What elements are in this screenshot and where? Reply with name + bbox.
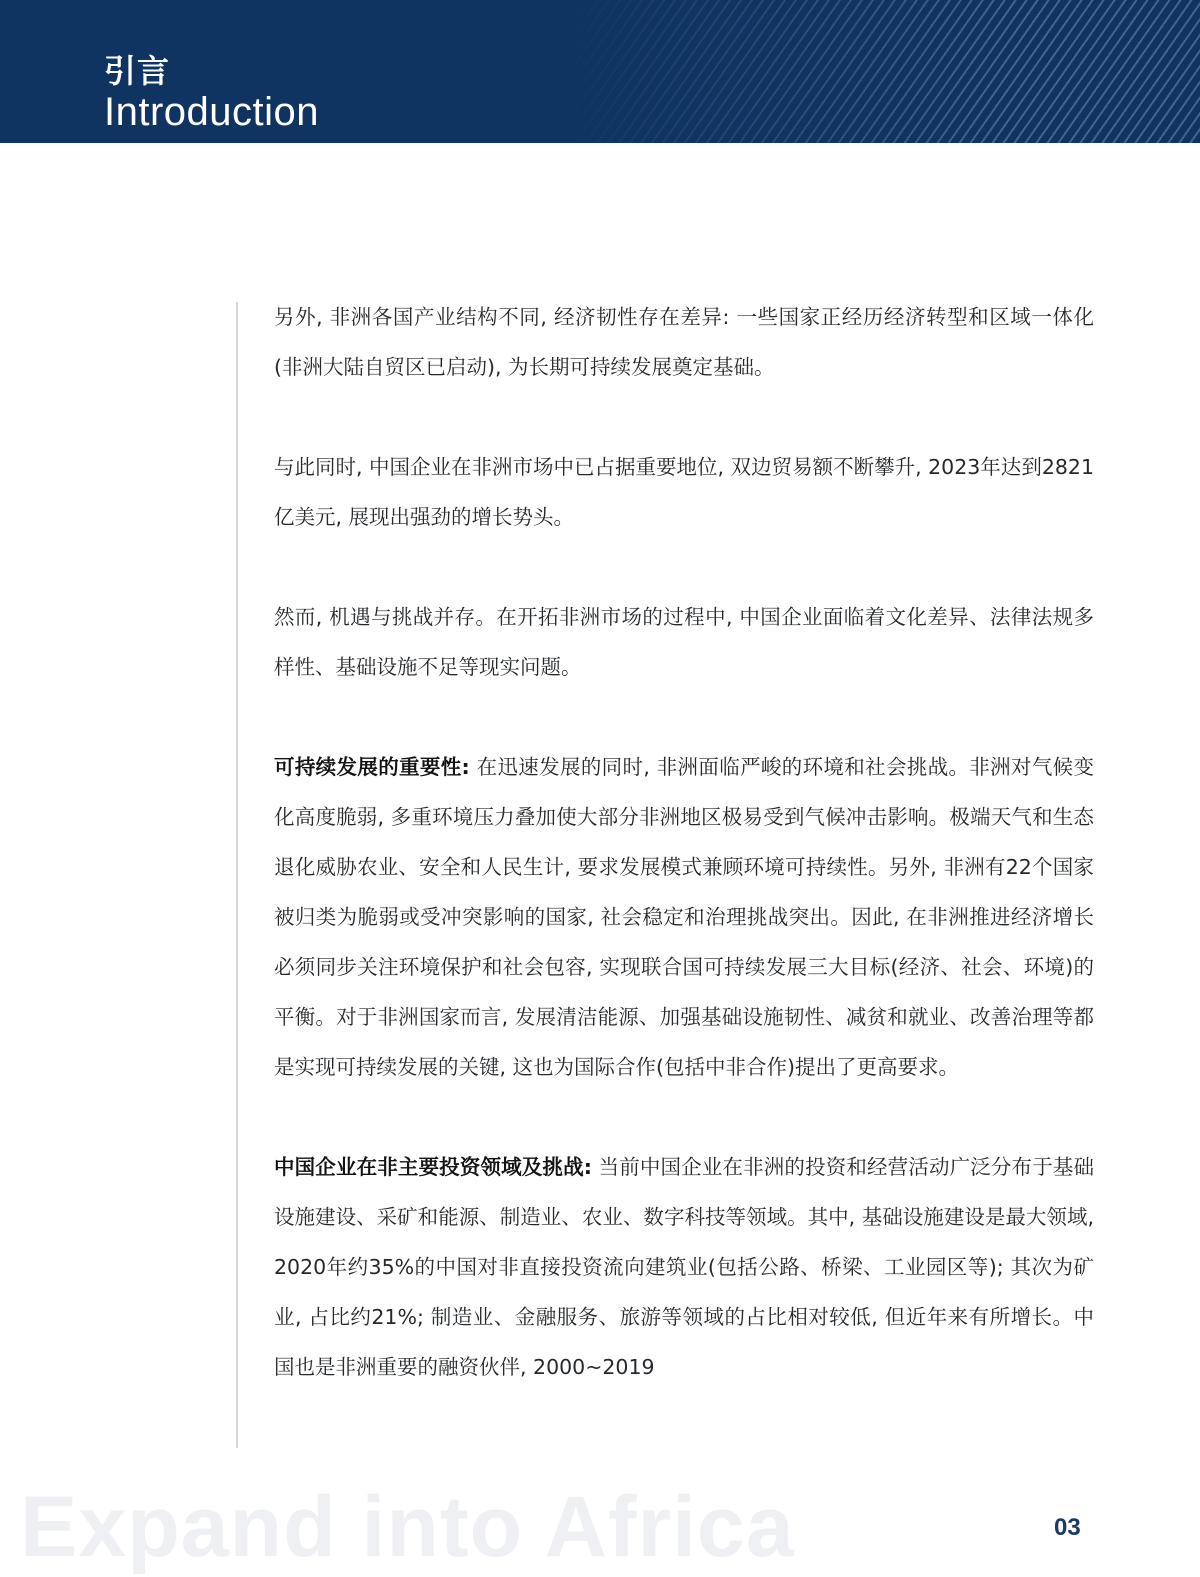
brand-watermark: Expand into Africa [20,1479,795,1575]
content-divider-line [236,302,238,1448]
header-stripe-pattern [560,0,1200,143]
paragraph-text: 然而, 机遇与挑战并存。在开拓非洲市场的过程中, 中国企业面临着文化差异、法律法规多样性、基础设施不足等现实问题。 [274,605,1094,679]
paragraph-lead-investment: 中国企业在非主要投资领域及挑战: [274,1155,592,1179]
paragraph [274,592,1094,692]
body-text [274,292,1094,1442]
paragraph-text: 当前中国企业在非洲的投资和经营活动广泛分布于基础设施建设、采矿和能源、制造业、农业、数字科技等领域。其中, 基础设施建设是最大领域, 2020年约35%的中国对非直接投资流向建筑业(包括公路、桥梁、工业园区等); 其次为矿业, 占比约21%; 制造业、金融服务、旅游等领域的占比相对较低, 但近年来有所增长。中国也是非洲重要的融资伙伴, 2000~2019 [274,1155,1094,1379]
paragraph-text: 在迅速发展的同时, 非洲面临严峻的环境和社会挑战。非洲对气候变化高度脆弱, 多重环境压力叠加使大部分非洲地区极易受到气候冲击影响。极端天气和生态退化威胁农业、安全和人民生计, 要求发展模式兼顾环境可持续性。另外, 非洲有22个国家被归类为脆弱或受冲突影响的国家, 社会稳定和治理挑战突出。因此, 在非洲推进经济增长必须同步关注环境保护和社会包容, 实现联合国可持续发展三大目标(经济、社会、环境)的平衡。对于非洲国家而言, 发展清洁能源、加强基础设施韧性、减贫和就业、改善治理等都是实现可持续发展的关键, 这也为国际合作(包括中非合作)提出了更高要求。 [274,755,1094,1079]
page-number: 03 [1054,1514,1081,1541]
paragraph-text: 与此同时, 中国企业在非洲市场中已占据重要地位, 双边贸易额不断攀升, 2023年达到2821亿美元, 展现出强劲的增长势头。 [274,455,1094,529]
section-title-chinese: 引言 [104,52,171,90]
paragraph-text: 另外, 非洲各国产业结构不同, 经济韧性存在差异: 一些国家正经历经济转型和区域一体化(非洲大陆自贸区已启动), 为长期可持续发展奠定基础。 [274,305,1094,379]
section-title-english: Introduction [104,90,320,134]
paragraph [274,292,1094,392]
page-header [0,0,1200,143]
paragraph-lead-sustainability: 可持续发展的重要性: [274,755,470,779]
paragraph [274,1142,1094,1392]
paragraph [274,442,1094,542]
paragraph [274,742,1094,1092]
